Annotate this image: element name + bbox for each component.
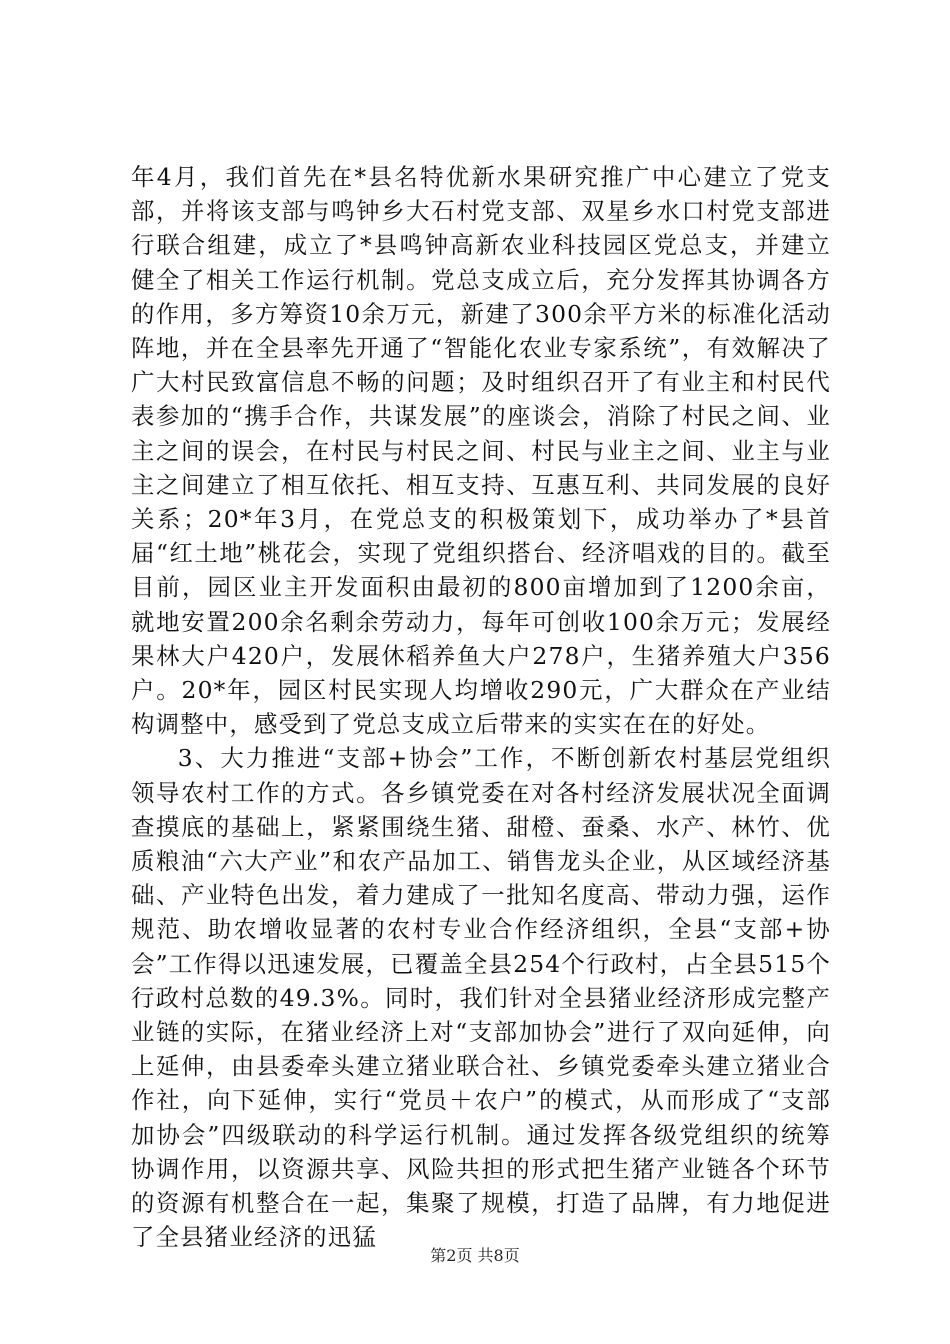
document-body <box>131 160 831 1255</box>
body-paragraph-2: 3、大力推进“支部+协会”工作，不断创新农村基层党组织领导农村工作的方式。各乡镇党委在对各村经济发展状况全面调查摸底的基础上，紧紧围绕生猪、甜橙、蚕桑、水产、林竹、优质粮油“六大产业”和农产品加工、销售龙头企业，从区域经济基础、产业特色出发，着力建成了一批知名度高、带动力强，运作规范、助农增收显著的农村专业合作经济组织，全县“支部+协会”工作得以迅速发展，已覆盖全县254个行政村，占全县515个行政村总数的49.3%。同时，我们针对全县猪业经济形成完整产业链的实际，在猪业经济上对“支部加协会”进行了双向延伸，向上延伸，由县委牵头建立猪业联合社、乡镇党委牵头建立猪业合作社，向下延伸，实行“党员＋农户”的模式，从而形成了“支部加协会”四级联动的科学运行机制。通过发挥各级党组织的统筹协调作用，以资源共享、风险共担的形式把生猪产业链各个环节的资源有机整合在一起，集聚了规模，打造了品牌，有力地促进了全县猪业经济的迅猛 <box>131 744 831 1252</box>
body-paragraph-1: 年4月，我们首先在*县名特优新水果研究推广中心建立了党支部，并将该支部与鸣钟乡大石村党支部、双星乡水口村党支部进行联合组建，成立了*县鸣钟高新农业科技园区党总支，并建立健全了相关工作运行机制。党总支成立后，充分发挥其协调各方的作用，多方筹资10余万元，新建了300余平方米的标准化活动阵地，并在全县率先开通了“智能化农业专家系统”，有效解决了广大村民致富信息不畅的问题；及时组织召开了有业主和村民代表参加的“携手合作，共谋发展”的座谈会，消除了村民之间、业主之间的误会，在村民与村民之间、村民与业主之间、业主与业主之间建立了相互依托、相互支持、互惠互利、共同发展的良好关系；20*年3月，在党总支的积极策划下，成功举办了*县首届“红土地”桃花会，实现了党组织搭台、经济唱戏的目的。截至目前，园区业主开发面积由最初的800亩增加到了1200余亩，就地安置200余名剩余劳动力，每年可创收100余万元；发展经果林大户420户，发展休稻养鱼大户278户，生猪养殖大户356户。20*年，园区村民实现人均增收290元，广大群众在产业结构调整中，感受到了党总支成立后带来的实实在在的好处。 <box>131 163 831 739</box>
page-number-footer: 第2页 共8页 <box>430 1246 520 1265</box>
